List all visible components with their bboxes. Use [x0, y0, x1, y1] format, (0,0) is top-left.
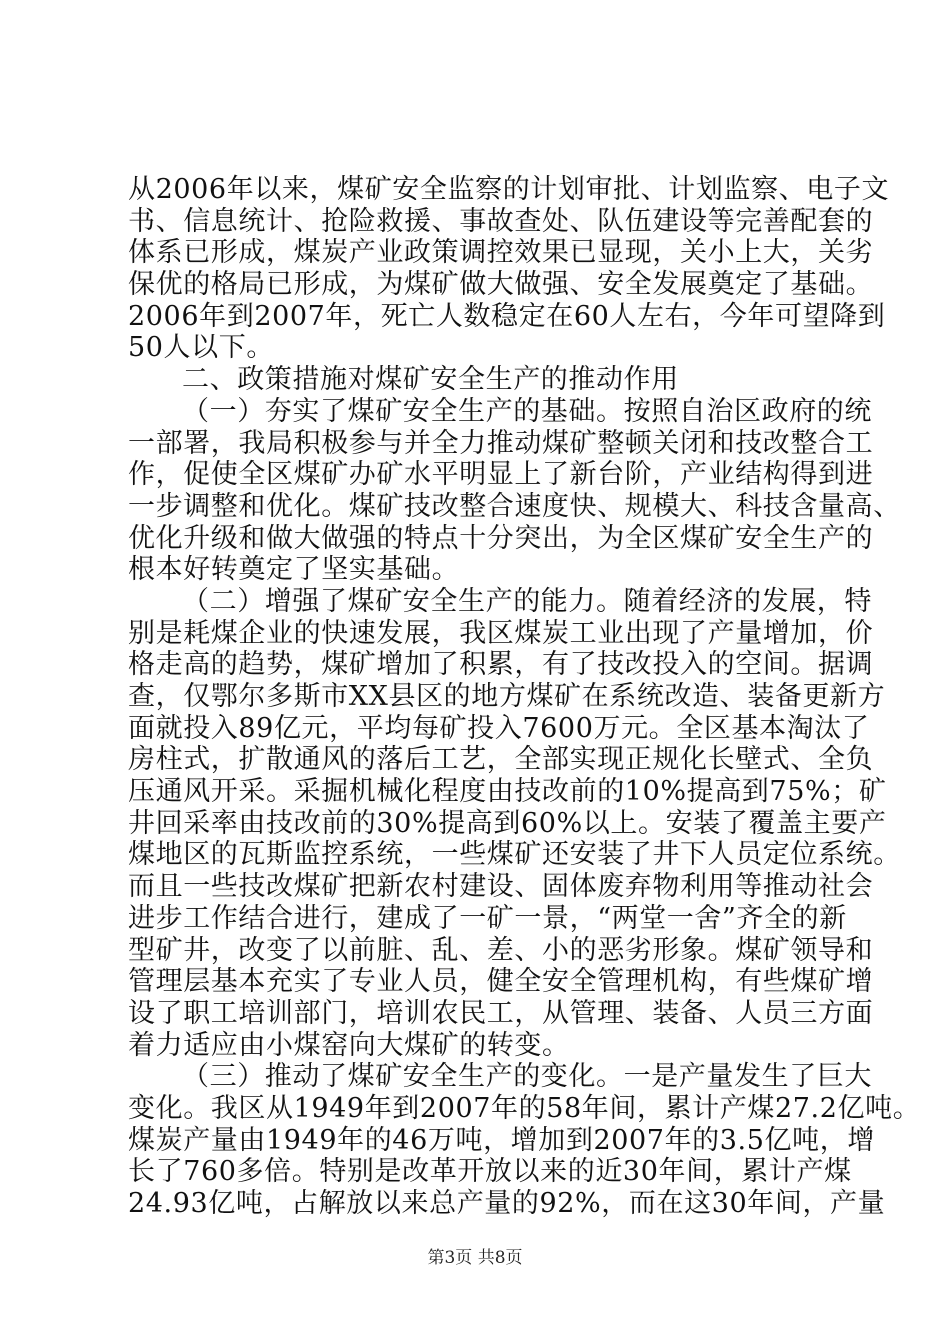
text-line: 煤地区的瓦斯监控系统，一些煤矿还安装了井下人员定位系统。 — [128, 839, 901, 871]
text-line: 房柱式，扩散通风的落后工艺，全部实现正规化长壁式、全负 — [128, 744, 874, 776]
page-number-footer: 第3页 共8页 — [427, 1248, 523, 1268]
text-line: 进步工作结合进行，建成了一矿一景，“两堂一舍”齐全的新 — [128, 902, 847, 934]
text-line: 长了760多倍。特别是改革开放以来的近30年间，累计产煤 — [128, 1156, 852, 1188]
section-heading: 二、政策措施对煤矿安全生产的推动作用 — [182, 364, 679, 396]
text-line: 优化升级和做大做强的特点十分突出，为全区煤矿安全生产的 — [128, 522, 874, 554]
text-line: 压通风开采。采掘机械化程度由技改前的10%提高到75%；矿 — [128, 776, 887, 808]
text-line: 作，促使全区煤矿办矿水平明显上了新台阶，产业结构得到进 — [128, 459, 874, 491]
text-line: 煤炭产量由1949年的46万吨，增加到2007年的3.5亿吨，增 — [128, 1124, 875, 1156]
text-line: 别是耗煤企业的快速发展，我区煤炭工业出现了产量增加，价 — [128, 617, 874, 649]
text-line: 2006年到2007年，死亡人数稳定在60人左右，今年可望降到 — [128, 300, 886, 332]
text-line: 保优的格局已形成，为煤矿做大做强、安全发展奠定了基础。 — [128, 269, 874, 301]
text-line: 一部署，我局积极参与并全力推动煤矿整顿关闭和技改整合工 — [128, 427, 874, 459]
text-line: 井回采率由技改前的30%提高到60%以上。安装了覆盖主要产 — [128, 807, 887, 839]
text-line: 根本好转奠定了坚实基础。 — [128, 554, 460, 586]
text-line: 50人以下。 — [128, 332, 274, 364]
text-line: 格走高的趋势，煤矿增加了积累，有了技改投入的空间。据调 — [128, 649, 874, 681]
text-line: 书、信息统计、抢险救援、事故查处、队伍建设等完善配套的 — [128, 205, 874, 237]
document-body — [128, 174, 921, 1220]
text-line: 从2006年以来，煤矿安全监察的计划审批、计划监察、电子文 — [128, 174, 890, 205]
text-line: 变化。我区从1949年到2007年的58年间，累计产煤27.2亿吨。 — [128, 1092, 921, 1124]
text-line: 管理层基本充实了专业人员，健全安全管理机构，有些煤矿增 — [128, 966, 874, 998]
paragraph-start-line: （二）增强了煤矿安全生产的能力。随着经济的发展，特 — [182, 585, 872, 617]
text-line: 一步调整和优化。煤矿技改整合速度快、规模大、科技含量高、 — [128, 490, 901, 522]
text-line: 着力适应由小煤窑向大煤矿的转变。 — [128, 1029, 570, 1061]
paragraph-start-line: （一）夯实了煤矿安全生产的基础。按照自治区政府的统 — [182, 395, 872, 427]
text-line: 型矿井，改变了以前脏、乱、差、小的恶劣形象。煤矿领导和 — [128, 934, 874, 966]
text-line: 而且一些技改煤矿把新农村建设、固体废弃物利用等推动社会 — [128, 871, 874, 903]
text-line: 面就投入89亿元，平均每矿投入7600万元。全区基本淘汰了 — [128, 712, 870, 744]
paragraph-start-line: （三）推动了煤矿安全生产的变化。一是产量发生了巨大 — [182, 1061, 872, 1093]
text-line: 24.93亿吨，占解放以来总产量的92%，而在这30年间，产量 — [128, 1188, 886, 1219]
text-line: 查，仅鄂尔多斯市XX县区的地方煤矿在系统改造、装备更新方 — [128, 681, 886, 712]
text-line: 设了职工培训部门，培训农民工，从管理、装备、人员三方面 — [128, 997, 874, 1029]
text-line: 体系已形成，煤炭产业政策调控效果已显现，关小上大，关劣 — [128, 237, 874, 269]
